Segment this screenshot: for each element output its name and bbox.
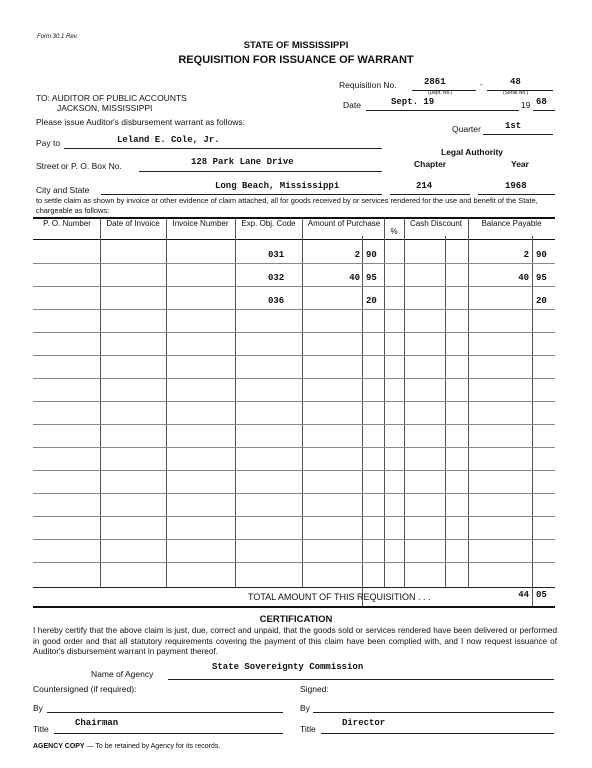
- quarter-value: 1st: [505, 121, 522, 131]
- serial-caption: (Serial No.): [503, 90, 529, 96]
- certification-text: I hereby certify that the above claim is just, due, correct and unpaid, that the goods sold or services rendered have been delivered or performed in good order and that all statutory requirements covering the payment of this claim have been complied with, and I now request issuance of Auditor's disbursement warrant in payment thereof.: [33, 626, 557, 656]
- settle-text: to settle claim as shown by invoice or other evidence of claim attached, all for goods received by or services rendered for the use and benefit of the State, chargeable as follows:: [36, 196, 538, 215]
- dept-caption: (Dept. No.): [428, 90, 453, 96]
- date-label: Date: [343, 100, 361, 110]
- row-amount-cents: 95: [366, 273, 377, 283]
- header-po: P. O. Number: [43, 219, 91, 228]
- total-label: TOTAL AMOUNT OF THIS REQUISITION . . .: [248, 592, 431, 602]
- title-left-label: Title: [33, 724, 49, 734]
- title-right-label: Title: [300, 724, 316, 734]
- requisition-label: Requisition No.: [339, 80, 397, 90]
- countersigned-label: Countersigned (if required):: [33, 684, 137, 694]
- signed-label: Signed:: [300, 684, 329, 694]
- pay-to-label: Pay to: [36, 138, 61, 148]
- serial-number: 48: [510, 77, 521, 87]
- footer: [33, 743, 220, 750]
- dept-number: 2861: [424, 77, 446, 87]
- row-balance-cents: 90: [536, 250, 547, 260]
- header-invoice: Invoice Number: [172, 219, 229, 228]
- row-exp-code: 032: [268, 273, 285, 283]
- year-label: Year: [511, 159, 529, 169]
- legal-authority-label: Legal Authority: [441, 147, 504, 157]
- to-auditor: TO: AUDITOR OF PUBLIC ACCOUNTS: [36, 93, 187, 103]
- title-right-value: Director: [342, 718, 386, 728]
- city-label: City and State: [36, 185, 90, 195]
- header-exp: Exp. Obj. Code: [241, 219, 296, 228]
- street-value: 128 Park Lane Drive: [191, 157, 294, 167]
- row-exp-code: 031: [268, 250, 285, 260]
- city-value: Long Beach, Mississippi: [215, 181, 340, 191]
- row-amount-dollars: 2: [354, 250, 360, 260]
- year-prefix: 19: [521, 100, 531, 110]
- row-amount-cents: 90: [366, 250, 377, 260]
- state-heading: STATE OF MISSISSIPPI: [243, 40, 349, 51]
- instruction-text: Please issue Auditor's disbursement warrant as follows:: [36, 117, 246, 127]
- agency-copy-label: AGENCY COPY: [33, 743, 85, 750]
- row-balance-cents: 20: [536, 296, 547, 306]
- agency-label: Name of Agency: [91, 669, 154, 679]
- street-label: Street or P. O. Box No.: [36, 161, 122, 171]
- footer-note: — To be retained by Agency for its records.: [86, 743, 221, 750]
- page-title: REQUISITION FOR ISSUANCE OF WARRANT: [178, 54, 414, 66]
- certification-title: CERTIFICATION: [259, 614, 333, 625]
- agency-value: State Sovereignty Commission: [212, 662, 364, 672]
- form-number: Form 30.1 Rev.: [37, 34, 78, 40]
- quarter-label: Quarter: [452, 124, 481, 134]
- row-balance-dollars: 40: [518, 273, 529, 283]
- header-balance: Balance Payable: [481, 219, 542, 228]
- authority-year-value: 1968: [505, 181, 527, 191]
- row-amount-cents: 20: [366, 296, 377, 306]
- row-amount-dollars: 40: [349, 273, 360, 283]
- by-left-label: By: [33, 703, 43, 713]
- chapter-value: 214: [416, 181, 433, 191]
- header-amount: Amount of Purchase: [307, 219, 381, 228]
- header-pct: %: [390, 227, 398, 236]
- header-cash: Cash Discount: [409, 219, 463, 228]
- total-dollars: 44: [518, 590, 529, 600]
- row-exp-code: 036: [268, 296, 285, 306]
- pay-to-value: Leland E. Cole, Jr.: [117, 135, 220, 145]
- to-jackson: JACKSON, MISSISSIPPI: [57, 103, 153, 113]
- chapter-label: Chapter: [414, 159, 447, 169]
- date-value: Sept. 19: [391, 97, 435, 107]
- year-suffix: 68: [536, 97, 547, 107]
- title-left-value: Chairman: [75, 718, 119, 728]
- row-balance-dollars: 2: [523, 250, 529, 260]
- total-cents: 05: [536, 590, 547, 600]
- by-right-label: By: [300, 703, 310, 713]
- row-balance-cents: 95: [536, 273, 547, 283]
- header-date: Date of Invoice: [106, 219, 160, 228]
